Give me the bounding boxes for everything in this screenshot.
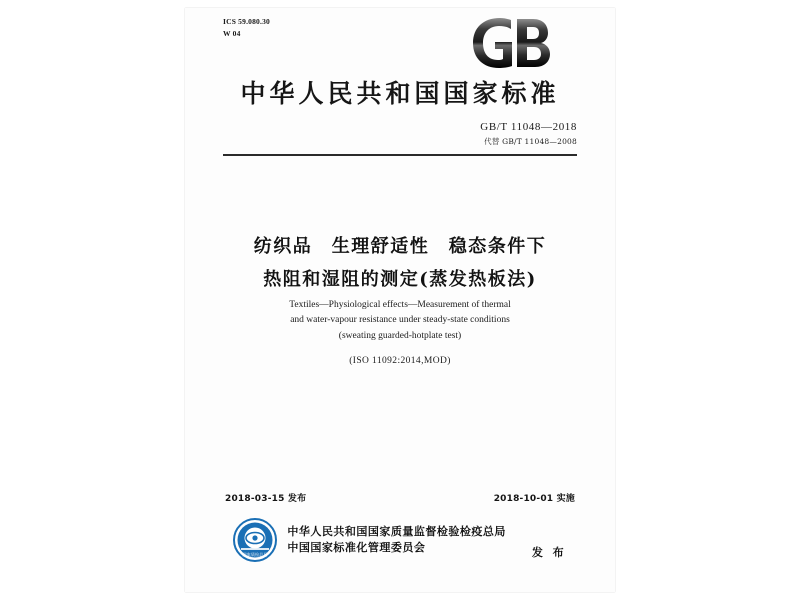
publish-label: 发 布 [531,546,567,559]
title-english-line2: and water-vapour resistance under steady-state conditions [290,315,510,326]
standard-number: GB/T 11048—2018 [480,121,577,133]
title-english-line1: Textiles—Physiological effects—Measurement of thermal [289,300,511,310]
iso-reference: (ISO 11092:2014,MOD) [349,356,451,366]
issuer-line-1: 中华人民共和国国家质量监督检验检疫总局 [287,524,506,538]
standard-number-block [480,121,577,147]
ics-codes [223,16,270,39]
national-standard-heading: 中华人民共和国国家标准 [240,79,560,108]
svg-text:国家质检总局: 国家质检总局 [242,552,268,557]
replaces-standard: 代替 GB/T 11048—2008 [484,137,577,146]
title-chinese-line1: 纺织品 生理舒适性 稳态条件下 [253,236,547,257]
title-english [185,298,615,344]
classification-code: W 04 [223,28,241,38]
issuer-names [287,524,506,557]
implement-date: 2018-10-01 实施 [493,494,575,504]
header-divider [223,154,577,156]
title-chinese [185,230,615,297]
issuer-line-2: 中国国家标准化管理委员会 [287,541,426,554]
issuer-block [185,518,615,562]
standard-cover [185,8,615,592]
gb-emblem-icon [467,16,553,70]
ics-code: ICS 59.080.30 [223,17,270,26]
inspection-seal-icon [233,518,277,562]
issue-date: 2018-03-15 发布 [225,494,307,504]
title-english-line3: (sweating guarded-hotplate test) [338,330,462,341]
title-chinese-line2: 热阻和湿阻的测定(蒸发热板法) [263,269,537,291]
